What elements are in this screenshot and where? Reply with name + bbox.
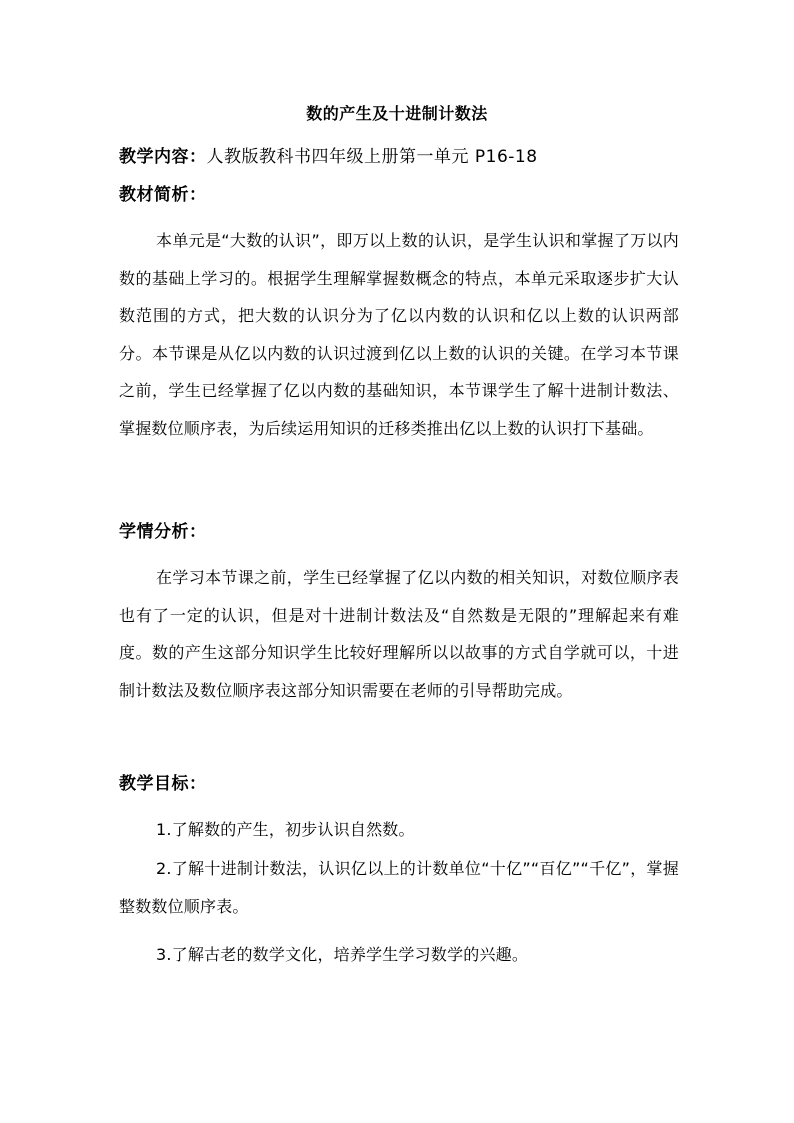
section-heading-textbook-analysis: 教材简析：: [119, 185, 207, 205]
section-heading-student-analysis: 学情分析：: [119, 522, 207, 542]
goal-item-1: 1.了解数的产生，初步认识自然数。: [156, 820, 415, 839]
teaching-content-value: 人教版教科书四年级上册第一单元 P16-18: [206, 147, 538, 167]
section-heading-teaching-goals: 教学目标：: [119, 774, 207, 794]
teaching-content-label: 教学内容：: [119, 147, 207, 167]
teaching-content-line: [119, 145, 538, 169]
section-paragraph-textbook-analysis: 本单元是“大数的认识”，即万以上数的认识，是学生认识和掌握了万以内数的基础上学习的。根据学生理解掌握数概念的特点，本单元采取逐步扩大认数范围的方式，把大数的认识分为了亿以内数的认识和亿以上数的认识两部分。本节课是从亿以内数的认识过渡到亿以上数的认识的关键。在学习本节课之前，学生已经掌握了亿以内数的基础知识，本节课学生了解十进制计数法、掌握数位顺序表，为后续运用知识的迁移类推出亿以上数的认识打下基础。: [119, 231, 679, 438]
section-paragraph-student-analysis: 在学习本节课之前，学生已经掌握了亿以内数的相关知识，对数位顺序表也有了一定的认识，但是对十进制计数法及“自然数是无限的”理解起来有难度。数的产生这部分知识学生比较好理解所以以故事的方式自学就可以，十进制计数法及数位顺序表这部分知识需要在老师的引导帮助完成。: [119, 568, 679, 700]
goal-item-2: 2.了解十进制计数法，认识亿以上的计数单位“十亿”“百亿”“千亿”，掌握整数数位顺序表。: [119, 859, 679, 916]
goal-item-3: 3.了解古老的数学文化，培养学生学习数学的兴趣。: [156, 945, 529, 964]
document-title: 数的产生及十进制计数法: [306, 104, 488, 123]
